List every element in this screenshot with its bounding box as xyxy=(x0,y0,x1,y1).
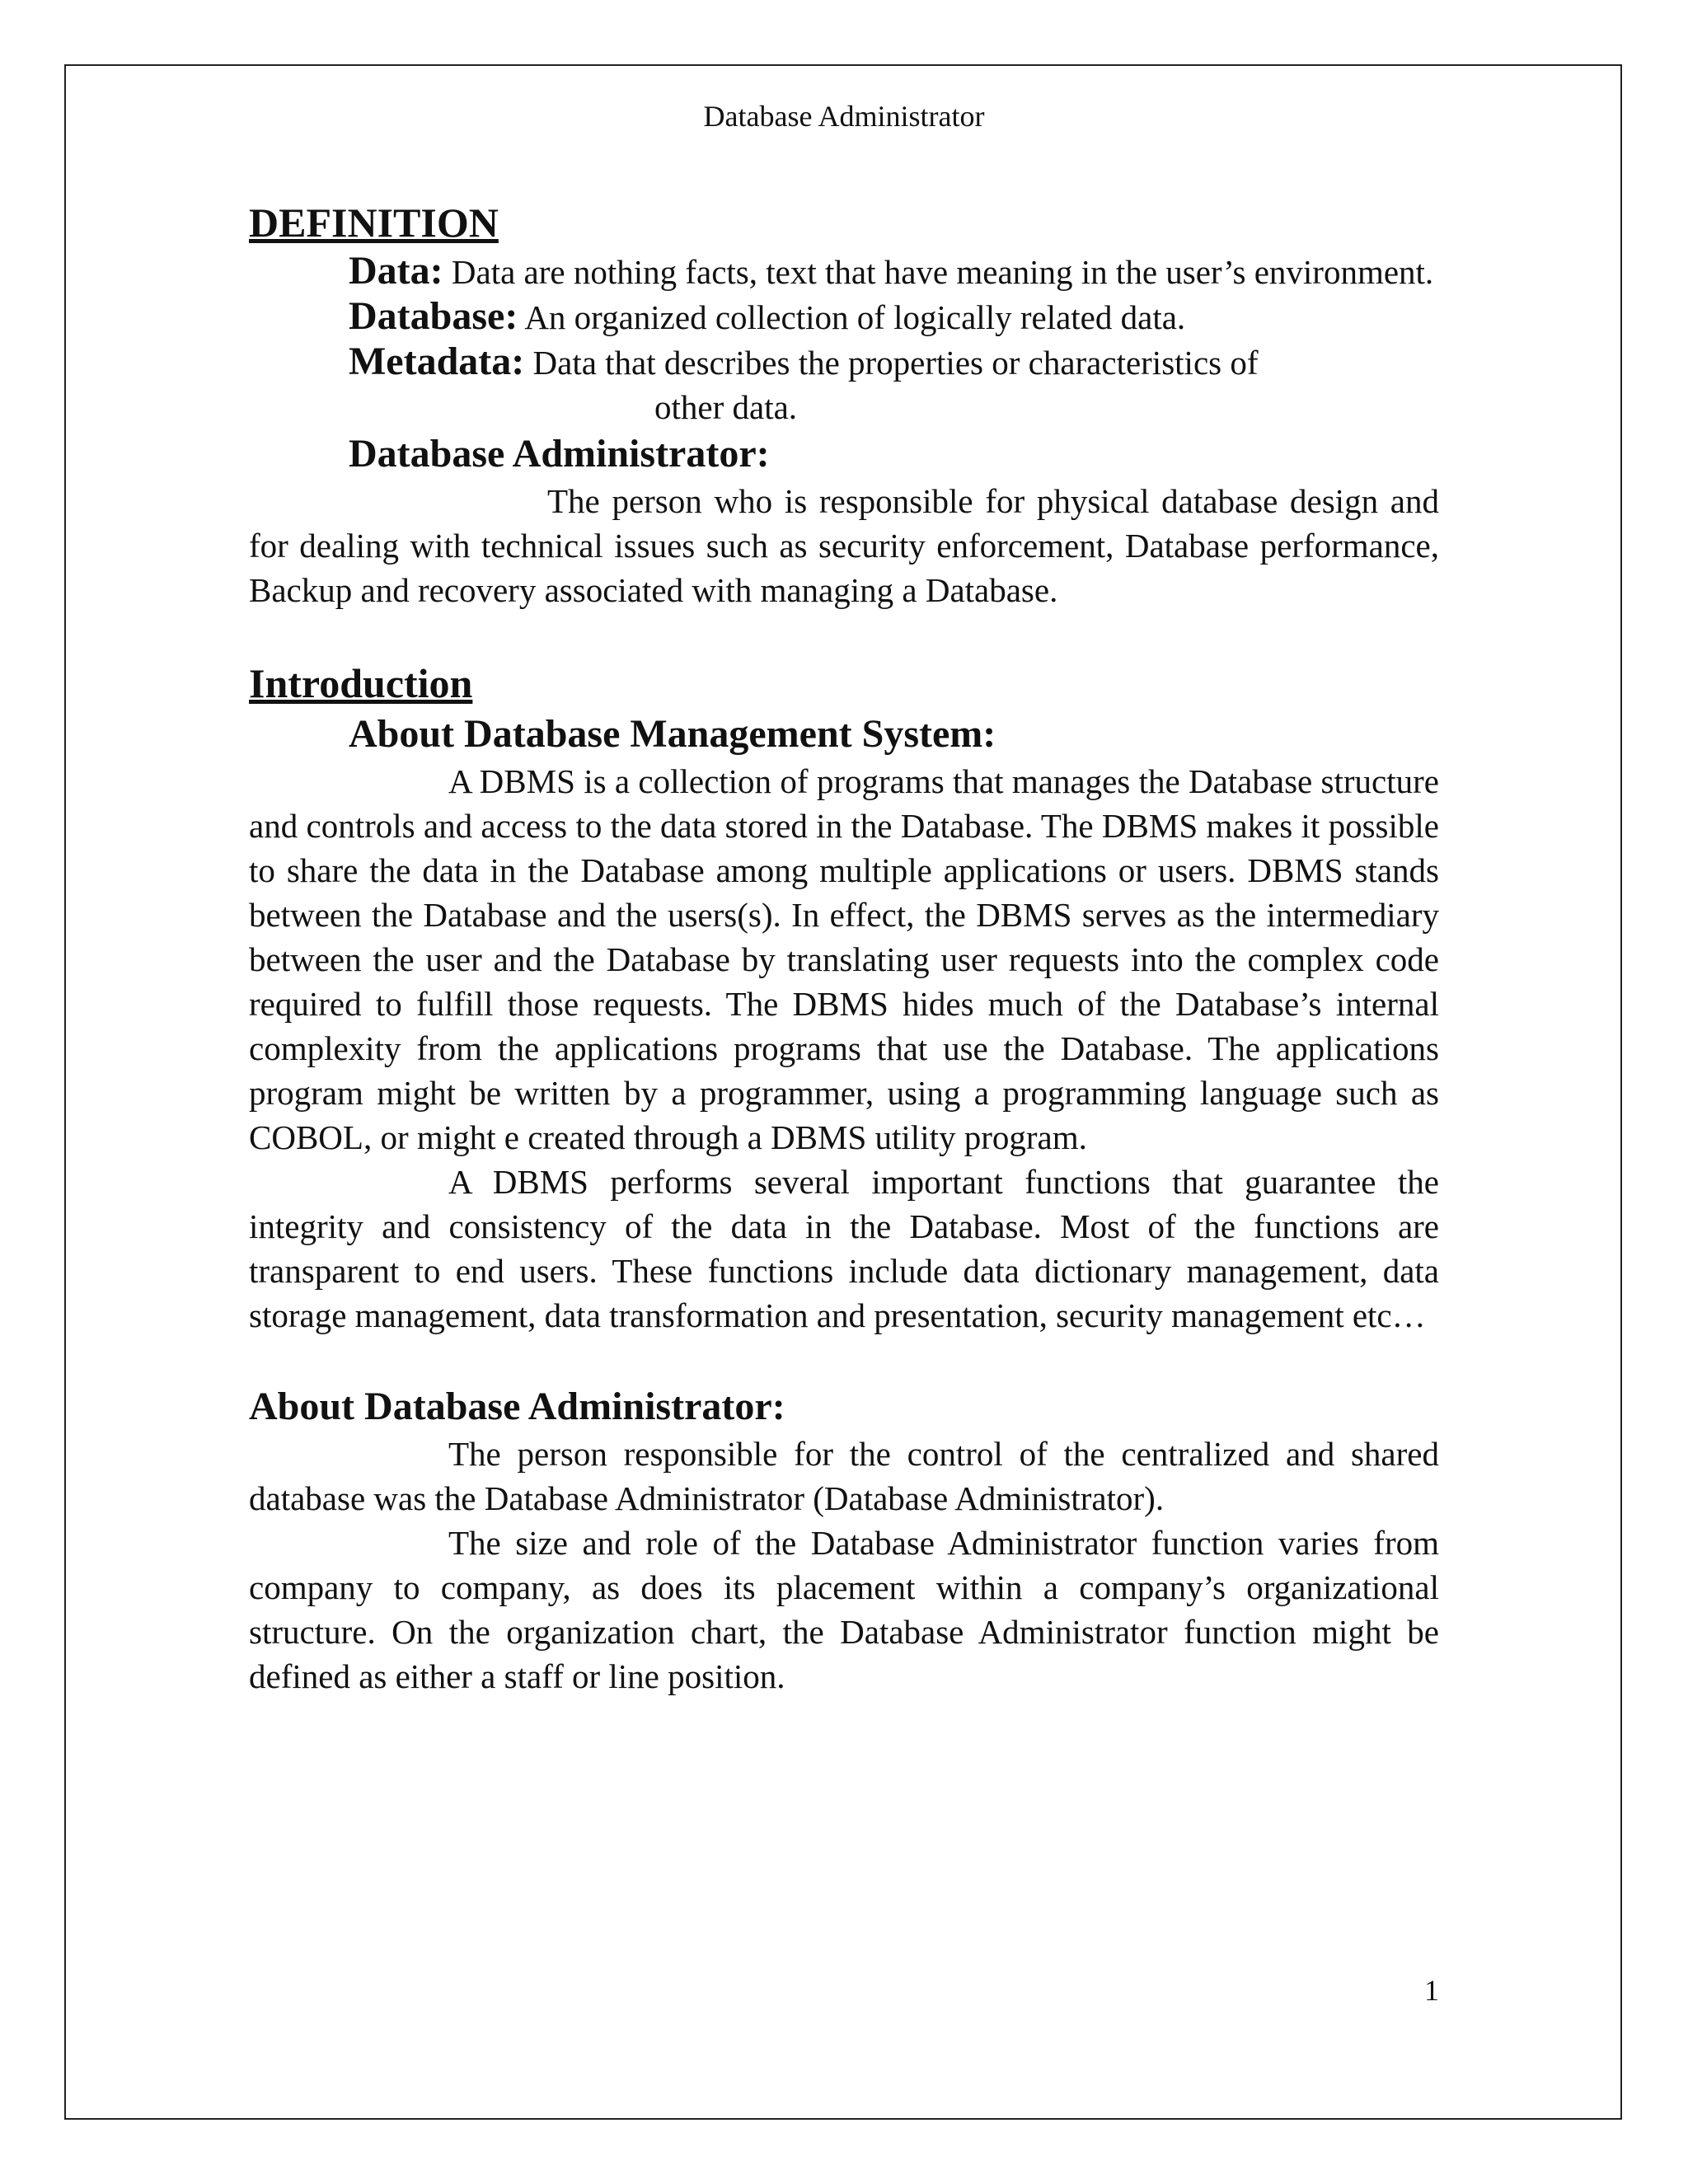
definition-heading: DEFINITION xyxy=(249,199,499,246)
page-number: 1 xyxy=(1424,1974,1439,2007)
about-dba-paragraph-1: The person responsible for the control of the centralized and shared database was the Database Administrator (Database Administrator). xyxy=(249,1435,1439,1517)
database-term: Database: xyxy=(349,294,518,338)
definition-metadata xyxy=(249,340,1439,385)
metadata-term: Metadata: xyxy=(349,340,525,383)
dba-definition-term: Database Administrator: xyxy=(349,432,770,476)
dba-definition-text: The person who is responsible for physical database design and for dealing with technical issues such as security enforcement, Database performance, Backup and recovery associated with managing a Database. xyxy=(249,482,1439,609)
database-text: An organized collection of logically related data. xyxy=(524,298,1186,336)
definition-data xyxy=(249,249,1439,294)
dbms-heading: About Database Management System: xyxy=(349,712,996,756)
dbms-paragraph-1: A DBMS is a collection of programs that manages the Database structure and controls and access to the data stored in the Database. The DBMS makes it possible to share the data in the Database among multiple applications or users. DBMS stands between the Database and the users(s). In effect, the DBMS serves as the intermediary between the user and the Database by translating user requests into the complex code required to fulfill those requests. The DBMS hides much of the Database’s internal complexity from the applications programs that use the Database. The applications program might be written by a programmer, using a programming language such as COBOL, or might e created through a DBMS utility program. xyxy=(249,762,1439,1156)
about-dba-paragraph-2: The size and role of the Database Administrator function varies from company to company, as does its placement within a company’s organizational structure. On the organization chart, the Database Administrator function might be defined as either a staff or line position. xyxy=(249,1524,1439,1695)
data-term: Data: xyxy=(349,249,443,293)
definition-database xyxy=(249,294,1439,340)
metadata-text-1: Data that describes the properties or characteristics of xyxy=(532,344,1259,382)
document-body xyxy=(249,196,1439,1699)
about-dba-heading: About Database Administrator: xyxy=(249,1385,785,1428)
data-text: Data are nothing facts, text that have meaning in the user’s environment. xyxy=(451,253,1434,291)
introduction-heading: Introduction xyxy=(249,660,473,706)
metadata-text-2: other data. xyxy=(654,388,798,426)
dbms-paragraph-2: A DBMS performs several important functions that guarantee the integrity and consistency of the data in the Database. Most of the functions are transparent to end users. These functions include data dictionary management, data storage management, data transformation and presentation, security management etc… xyxy=(249,1163,1439,1334)
running-header: Database Administrator xyxy=(703,100,985,133)
